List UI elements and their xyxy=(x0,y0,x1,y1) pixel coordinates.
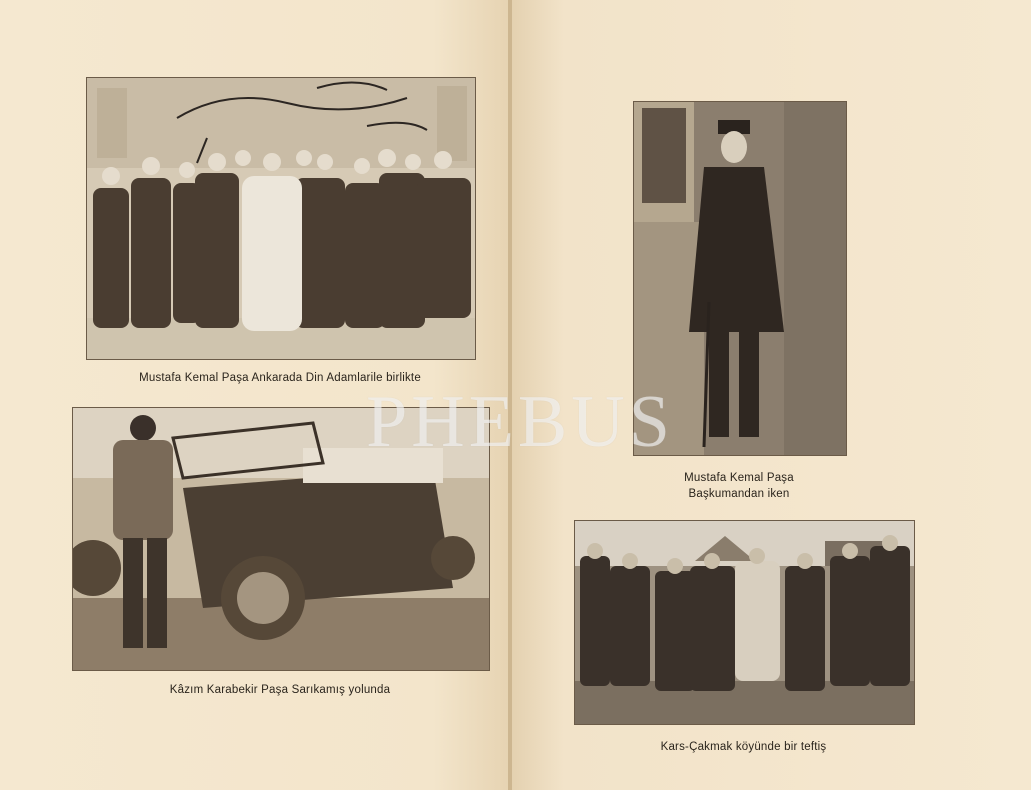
photo-car-general xyxy=(72,407,490,671)
photo-inspection-group xyxy=(574,520,915,725)
photo-clergy-group xyxy=(86,77,476,360)
caption-clergy-group: Mustafa Kemal Paşa Ankarada Din Adamlarile birlikte xyxy=(139,372,421,384)
photo-standing-portrait xyxy=(633,101,847,456)
caption-car-general: Kâzım Karabekir Paşa Sarıkamış yolunda xyxy=(169,684,391,696)
left-page xyxy=(0,0,510,790)
watermark: PHEBUS xyxy=(366,381,674,463)
caption-standing-line2: Başkumandan iken xyxy=(688,488,790,500)
right-page xyxy=(512,0,1031,790)
caption-standing-line1: Mustafa Kemal Paşa xyxy=(684,472,794,484)
caption-inspection-group: Kars-Çakmak köyünde bir teftiş xyxy=(660,741,827,753)
